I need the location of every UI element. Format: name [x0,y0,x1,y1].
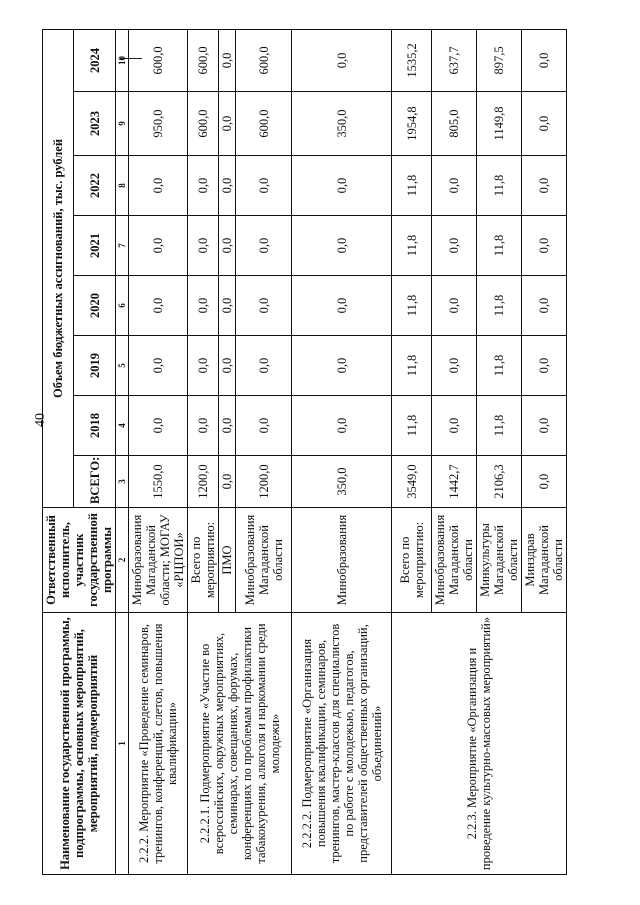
column-number: 8 [116,156,129,216]
value-cell: 0,0 [219,336,236,396]
value-cell: 0,0 [236,216,292,276]
value-cell: 805,0 [432,92,477,156]
value-cell: 0,0 [432,396,477,456]
header-year: 2023 [74,92,116,156]
value-cell: 0,0 [129,216,188,276]
value-cell: 0,0 [522,396,567,456]
table-row [392,29,432,874]
value-cell: 0,0 [522,456,567,508]
column-number: 7 [116,216,129,276]
value-cell: 1149,8 [477,92,522,156]
value-cell: 600,0 [188,92,219,156]
value-cell: 0,0 [188,216,219,276]
executor-cell: Всего по мероприятию: [392,508,432,613]
value-cell: 11,8 [477,336,522,396]
activity-name: 2.2.2. Мероприятие «Проведение семинаров, тренингов, конференций, слетов, повышения квалификации» [129,613,188,875]
header-budget: Объем бюджетных ассигнований, тыс. рублей [43,29,74,507]
table-body [43,29,567,874]
column-number: 2 [116,508,129,613]
header-year: 2021 [74,216,116,276]
value-cell: 0,0 [219,456,236,508]
value-cell: 0,0 [188,396,219,456]
value-cell: 0,0 [129,336,188,396]
header-year: 2020 [74,276,116,336]
executor-cell: Минздрав Магаданской области [522,508,567,613]
value-cell: 11,8 [477,156,522,216]
value-cell: 0,0 [188,156,219,216]
column-number: 6 [116,276,129,336]
value-cell: 0,0 [522,29,567,91]
value-cell: 0,0 [219,396,236,456]
column-number: 5 [116,336,129,396]
value-cell: 3549,0 [392,456,432,508]
value-cell: 0,0 [219,92,236,156]
value-cell: 0,0 [432,216,477,276]
value-cell: 11,8 [477,216,522,276]
budget-table [42,29,567,875]
value-cell: 0,0 [236,276,292,336]
value-cell: 0,0 [522,336,567,396]
value-cell: 1954,8 [392,92,432,156]
value-cell: 637,7 [432,29,477,91]
value-cell: 0,0 [188,276,219,336]
value-cell: 1550,0 [129,456,188,508]
value-cell: 1442,7 [432,456,477,508]
value-cell: 0,0 [129,156,188,216]
value-cell: 1535,2 [392,29,432,91]
value-cell: 0,0 [292,276,392,336]
column-number: 1 [116,613,129,875]
table-row [292,29,392,874]
header-executor: Ответственный исполнитель, участник государственной программы [43,508,116,613]
executor-cell: Минкультуры Магаданской области [477,508,522,613]
header-total: ВСЕГО: [74,456,116,508]
value-cell: 0,0 [219,29,236,91]
value-cell: 0,0 [219,276,236,336]
value-cell: 0,0 [219,216,236,276]
value-cell: 11,8 [392,216,432,276]
table-row [129,29,188,874]
table-row [188,29,219,874]
value-cell: 11,8 [477,396,522,456]
value-cell: 600,0 [129,29,188,91]
value-cell: 0,0 [432,156,477,216]
executor-cell: ПМО [219,508,236,613]
value-cell: 600,0 [236,92,292,156]
header-year: 2022 [74,156,116,216]
value-cell: 0,0 [522,276,567,336]
value-cell: 897,5 [477,29,522,91]
header-year: 2019 [74,336,116,396]
value-cell: 1200,0 [188,456,219,508]
value-cell: 0,0 [292,216,392,276]
value-cell: 600,0 [188,29,219,91]
value-cell: 11,8 [392,156,432,216]
activity-name: 2.2.2.1. Подмероприятие «Участие во всероссийских, окружных мероприятиях, семинарах, совещаниях, форумах, конференциях по проблемам профилактики табакокурения, алкоголя и наркомании среди молодежи» [188,613,292,875]
value-cell: 1200,0 [236,456,292,508]
value-cell: 0,0 [292,396,392,456]
column-number: 3 [116,456,129,508]
value-cell: 0,0 [236,156,292,216]
value-cell: 0,0 [522,92,567,156]
value-cell: 0,0 [292,29,392,91]
page-number: 40 [33,413,48,427]
activity-name: 2.2.2.2. Подмероприятие «Организация повышения квалификации, семинаров, тренингов, мастер-классов для специалистов по работе с молодежью, педагогов, представителей общественных организаций, объединений» [292,613,392,875]
value-cell: 0,0 [236,336,292,396]
executor-cell: Минобразования Магаданской области [432,508,477,613]
value-cell: 350,0 [292,456,392,508]
header-year: 2018 [74,396,116,456]
value-cell: 0,0 [129,396,188,456]
value-cell: 0,0 [129,276,188,336]
value-cell: 0,0 [522,216,567,276]
value-cell: 0,0 [236,396,292,456]
column-number: 9 [116,92,129,156]
value-cell: 950,0 [129,92,188,156]
value-cell: 0,0 [432,336,477,396]
executor-cell: Минобразования Магаданской области [236,508,292,613]
value-cell: 0,0 [522,156,567,216]
executor-cell: Всего по мероприятию: [188,508,219,613]
value-cell: 11,8 [392,336,432,396]
value-cell: 350,0 [292,92,392,156]
header-year: 2024 [74,29,116,91]
value-cell: 0,0 [432,276,477,336]
column-number: 4 [116,396,129,456]
executor-cell: Минобразования [292,508,392,613]
value-cell: 0,0 [219,156,236,216]
value-cell: 600,0 [236,29,292,91]
header-name: Наименование государственной программы, подпрограммы, основных мероприятий, мероприятий, подмероприятий [43,613,116,875]
activity-name: 2.2.3. Мероприятие «Организация и проведение культурно-массовых мероприятий» [392,613,567,875]
executor-cell: Минобразования Магаданской области; МОГАУ «РЦПОИ» [129,508,188,613]
value-cell: 2106,3 [477,456,522,508]
column-number: 10 [116,29,129,91]
rotated-table-wrapper [42,30,565,875]
value-cell: 0,0 [188,336,219,396]
value-cell: 0,0 [292,156,392,216]
value-cell: 0,0 [292,336,392,396]
value-cell: 11,8 [392,396,432,456]
value-cell: 11,8 [392,276,432,336]
value-cell: 11,8 [477,276,522,336]
